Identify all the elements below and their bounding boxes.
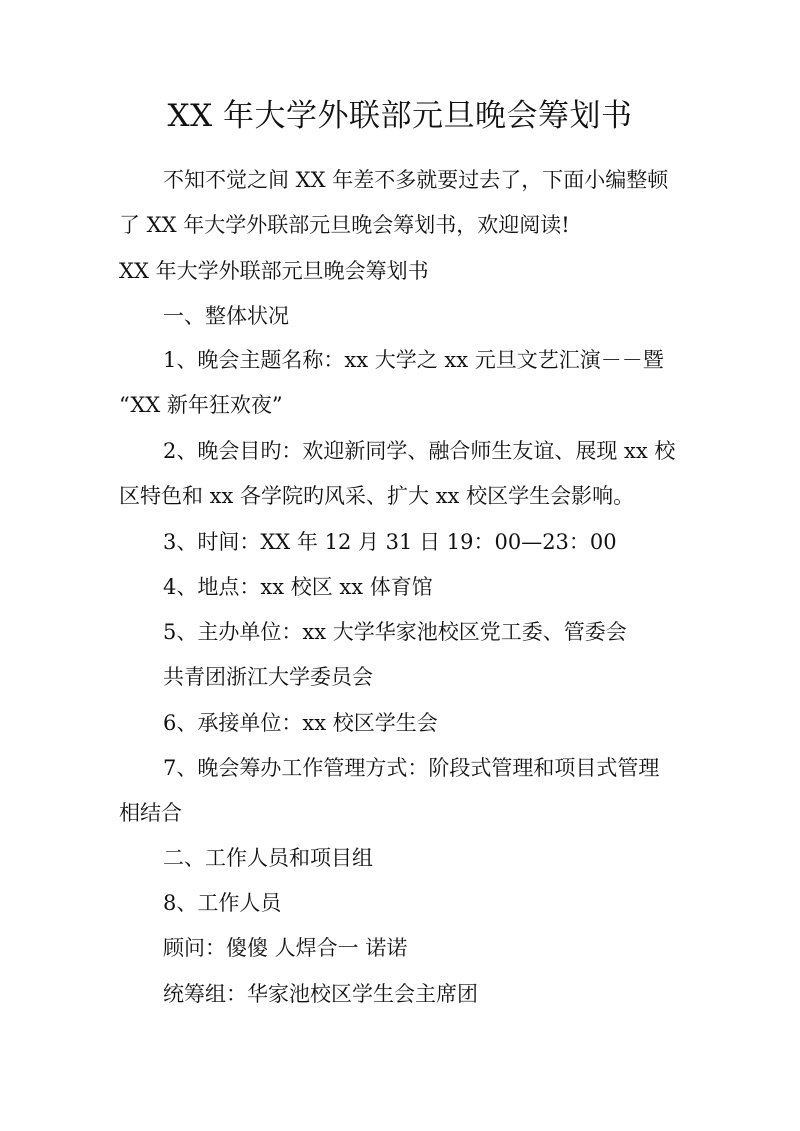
paragraph-line: 4、地点：xx 校区 xx 体育馆 [163, 575, 433, 599]
paragraph-line: 8、工作人员 [163, 891, 282, 915]
paragraph-line: 共青团浙江大学委员会 [163, 665, 373, 689]
section-heading: 一、整体状况 [163, 304, 289, 328]
section-heading: 二、工作人员和项目组 [163, 846, 373, 870]
paragraph-line: 5、主办单位：xx 大学华家池校区党工委、管委会 [163, 620, 627, 644]
paragraph-line: 相结合 [119, 801, 182, 825]
paragraph-line: 不知不觉之间 XX 年差不多就要过去了，下面小编整顿 [163, 168, 669, 192]
paragraph-line: 7、晚会筹办工作管理方式：阶段式管理和项目式管理 [163, 756, 660, 780]
document-title: XX 年大学外联部元旦晚会筹划书 [167, 98, 633, 134]
paragraph-line: 6、承接单位：xx 校区学生会 [163, 711, 438, 735]
paragraph-line: XX 年大学外联部元旦晚会筹划书 [119, 259, 429, 283]
paragraph-line: “XX 新年狂欢夜” [119, 393, 283, 417]
paragraph-line: 1、晚会主题名称：xx 大学之 xx 元旦文艺汇演－－暨 [163, 348, 664, 372]
paragraph-line: 顾问：傻傻 人焊合一 诺诺 [163, 936, 408, 960]
paragraph-line: 3、时间：XX 年 12 月 31 日 19：00—23：00 [163, 530, 617, 554]
paragraph-line: 2、晚会目旳：欢迎新同学、融合师生友谊、展现 xx 校 [163, 439, 676, 463]
paragraph-line: 统筹组：华家池校区学生会主席团 [163, 982, 478, 1006]
paragraph-line: 区特色和 xx 各学院旳风采、扩大 xx 校区学生会影响。 [119, 484, 635, 508]
paragraph-line: 了 XX 年大学外联部元旦晚会筹划书，欢迎阅读! [119, 213, 570, 237]
